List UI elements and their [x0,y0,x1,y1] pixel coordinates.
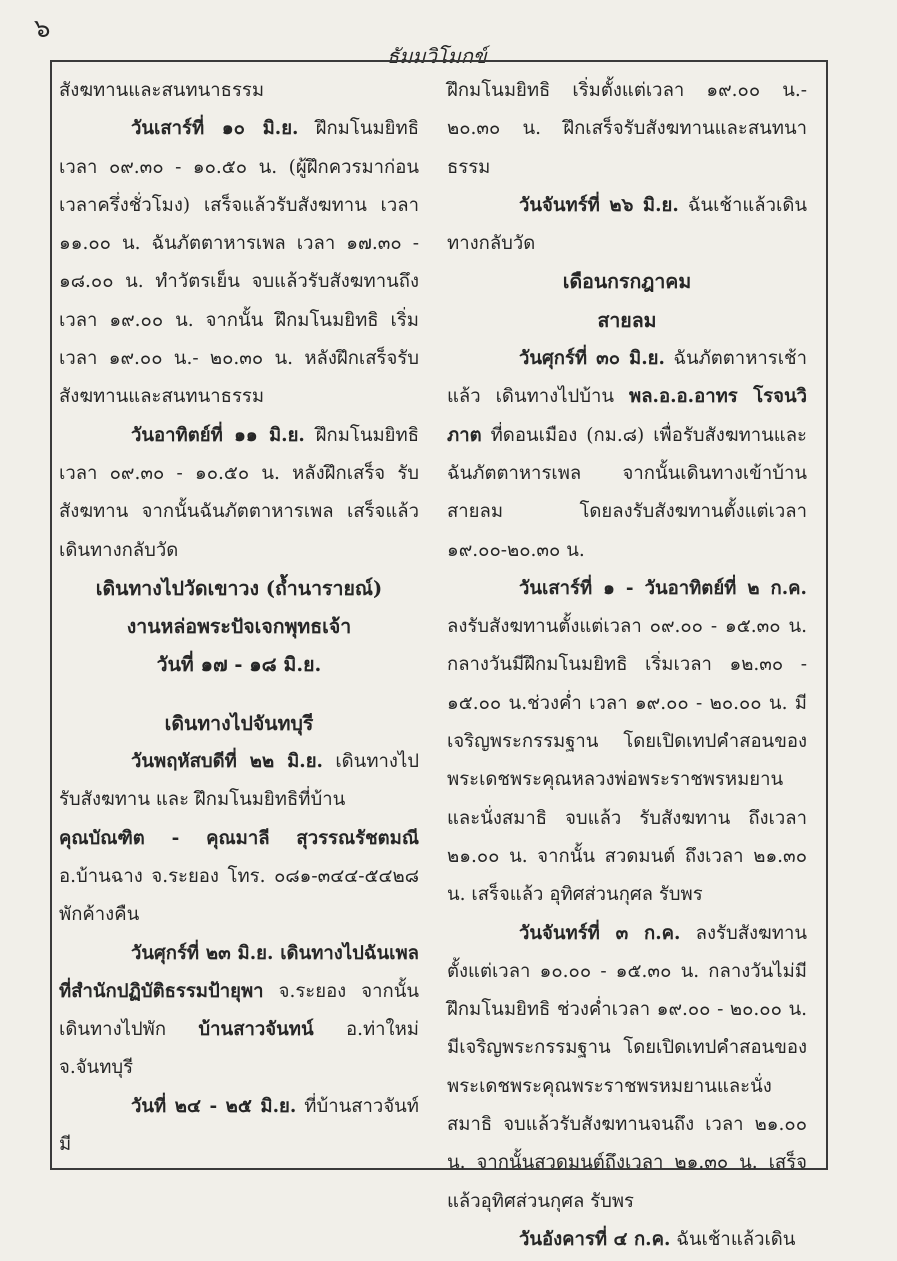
paragraph: วันจันทร์ที่ ๒๖ มิ.ย. ฉันเช้าแล้วเดินทางกลับวัด [447,194,807,255]
paragraph: วันศุกร์ที่ ๓๐ มิ.ย. ฉันภัตตาหารเช้าแล้ว เดินทางไปบ้าน พล.อ.อ.อาทร โรจนวิภาต ที่ดอนเมือง (กม.๘) เพื่อรับสังฆทานและฉันภัตตาหารเพล จากนั้นเดินทางเข้าบ้านสายลม โดยลงรับสังฆทานตั้งแต่เวลา ๑๙.๐๐-๒๐.๓๐ น. [447,348,807,561]
section-heading: เดินทางไปจันทบุรี [164,711,314,735]
paragraph: วันอังคารที่ ๔ ก.ค. ฉันเช้าแล้วเดิน [519,1228,796,1250]
paragraph: วันเสาร์ที่ ๑ - วันอาทิตย์ที่ ๒ ก.ค. ลงรับสังฆทานตั้งแต่เวลา ๐๙.๐๐ - ๑๕.๓๐ น. กลางวันมีฝึกมโนมยิทธิ เริ่มเวลา ๑๒.๓๐ - ๑๕.๐๐ น.ช่วงค่ำ เวลา ๑๙.๐๐ - ๒๐.๐๐ น. มีเจริญพระกรรมฐาน โดยเปิดเทปคำสอนของพระเดชพระคุณหลวงพ่อพระราชพรหมยาน และนั่งสมาธิ จบแล้ว รับสังฆทาน ถึงเวลา ๒๑.๐๐ น. จากนั้น สวดมนต์ ถึงเวลา ๒๑.๓๐ น. เสร็จแล้ว อุทิศส่วนกุศล รับพร [447,577,807,906]
paragraph: วันศุกร์ที่ ๒๓ มิ.ย. เดินทางไปฉันเพลที่สำนักปฏิบัติธรรมป้ายุพา จ.ระยอง จากนั้นเดินทางไปพัก บ้านสาวจันทน์ อ.ท่าใหม่ จ.จันทบุรี [59,942,419,1079]
paragraph: วันเสาร์ที่ ๑๐ มิ.ย. ฝึกมโนมยิทธิ เวลา ๐๙.๓๐ - ๑๐.๕๐ น. (ผู้ฝึกควรมาก่อนเวลาครึ่งชั่วโมง) เสร็จแล้วรับสังฆทาน เวลา ๑๑.๐๐ น. ฉันภัตตาหารเพล เวลา ๑๗.๓๐ - ๑๘.๐๐ น. ทำวัตรเย็น จบแล้วรับสังฆทานถึงเวลา ๑๙.๐๐ น. จากนั้น ฝึกมโนมยิทธิ เริ่มเวลา ๑๙.๐๐ น.- ๒๐.๓๐ น. หลังฝึกเสร็จรับสังฆทานและสนทนาธรรม [59,118,419,408]
section-heading: วันที่ ๑๗ - ๑๘ มิ.ย. [156,653,322,677]
section-heading: งานหล่อพระปัจเจกพุทธเจ้า [126,615,352,639]
left-column [59,72,419,1164]
section-heading: สายลม [597,308,657,332]
paragraph: วันพฤหัสบดีที่ ๒๒ มิ.ย. เดินทางไปรับสังฆทาน และ ฝึกมโนมยิทธิที่บ้าน [59,751,419,811]
paragraph: ฝึกมโนมยิทธิ เริ่มตั้งแต่เวลา ๑๙.๐๐ น.- ๒๐.๓๐ น. ฝึกเสร็จรับสังฆทานและสนทนาธรรม [447,80,807,178]
paragraph: วันอาทิตย์ที่ ๑๑ มิ.ย. ฝึกมโนมยิทธิ เวลา ๐๙.๓๐ - ๑๐.๕๐ น. หลังฝึกเสร็จ รับสังฆทาน จากนั้นฉันภัตตาหารเพล เสร็จแล้วเดินทางกลับวัด [59,424,419,561]
paragraph: คุณบัณฑิต - คุณมาลี สุวรรณรัชตมณี อ.บ้านฉาง จ.ระยอง โทร. ๐๘๑-๓๔๔-๕๔๒๘ พักค้างคืน [59,827,419,926]
paragraph: วันจันทร์ที่ ๓ ก.ค. ลงรับสังฆทาน ตั้งแต่เวลา ๑๐.๐๐ - ๑๕.๓๐ น. กลางวันไม่มีฝึกมโนมยิทธิ ช่วงค่ำเวลา ๑๙.๐๐ - ๒๐.๐๐ น. มีเจริญพระกรรมฐาน โดยเปิดเทปคำสอนของพระเดชพระคุณพระราชพรหมยานและนั่งสมาธิ จบแล้วรับสังฆทานจนถึง เวลา ๒๑.๐๐ น. จากนั้นสวดมนต์ถึงเวลา ๒๑.๓๐ น. เสร็จแล้วอุทิศส่วนกุศล รับพร [447,922,807,1212]
right-column [447,72,807,1259]
running-header: ธัมมวิโมกข์ [387,44,487,68]
section-heading: เดินทางไปวัดเขาวง (ถ้ำนารายณ์) [95,576,383,600]
paragraph: วันที่ ๒๔ - ๒๕ มิ.ย. ที่บ้านสาวจันท์ มี [59,1095,419,1156]
text-frame [50,60,828,1250]
section-heading: เดือนกรกฎาคม [562,270,692,294]
page-number: ๖ [34,14,51,44]
paragraph: สังฆทานและสนทนาธรรม [59,80,265,101]
